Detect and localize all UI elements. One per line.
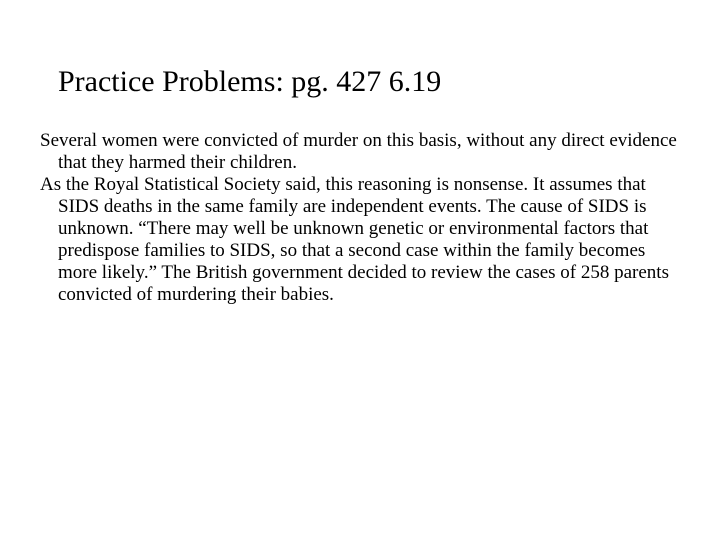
slide-title: Practice Problems: pg. 427 6.19 (58, 65, 442, 98)
slide-body (40, 130, 688, 306)
paragraph-royal-statistical-society: As the Royal Statistical Society said, this reasoning is nonsense. It assumes that SIDS deaths in the same family are independent events. The cause of SIDS is unknown. “There may well be unknown genetic or environmental factors that predispose families to SIDS, so that a second case within the family becomes more likely.” The British government decided to review the cases of 258 parents convicted of murdering their babies. (40, 174, 669, 305)
paragraph-convictions: Several women were convicted of murder on this basis, without any direct evidence that they harmed their children. (40, 130, 677, 173)
